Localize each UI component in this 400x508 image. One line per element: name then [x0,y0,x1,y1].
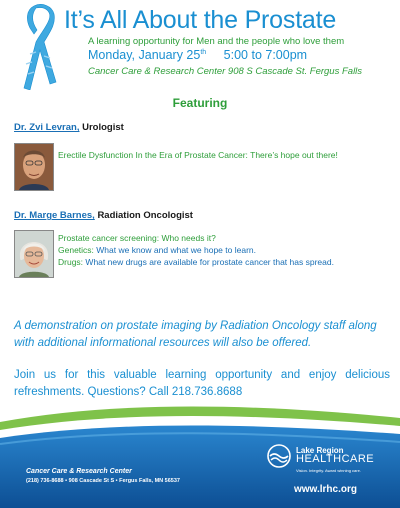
speaker-1-role: Urologist [82,122,124,133]
speaker-2-role: Radiation Oncologist [97,210,193,221]
date-suffix: th [200,48,207,56]
speaker-1-talk-1 [58,149,338,161]
footer-organization: Cancer Care & Research Center [26,468,132,475]
speaker-2-portrait [15,231,53,277]
awareness-ribbon-icon [16,4,60,90]
speaker-2-name[interactable]: Dr. Marge Barnes, [14,210,95,221]
demonstration-note: A demonstration on prostate imaging by Radiation Oncology staff along with additional informational resources will also be offered. [14,320,377,349]
logo-line-1: Lake Region [296,446,344,455]
speaker-1-photo [14,143,54,191]
speaker-2-talk-2 [58,244,256,256]
talk-text: Prostate cancer screening: Who needs it? [58,233,216,243]
logo-wordmark [296,446,374,464]
talk-label: Genetics: [58,245,94,255]
event-date-line [88,48,307,62]
join-invitation: Join us for this valuable learning opportunity and enjoy delicious refreshments. Questions? Call 218.736.8688 [14,369,390,398]
talk-text: What new drugs are available for prostate cancer that has spread. [85,257,334,267]
subtitle: A learning opportunity for Men and the people who love them [88,36,345,47]
event-location: Cancer Care & Research Center 908 S Cascade St. Fergus Falls [88,66,363,77]
event-time: 5:00 to 7:00pm [223,48,308,62]
speaker-1-portrait [15,144,53,190]
website-link[interactable]: www.lrhc.org [294,484,357,495]
event-date: Monday, January 25 [88,48,201,62]
speaker-2-talk-3 [58,256,334,268]
logo-line-2: HEALTHCARE [296,453,375,465]
speaker-2-photo [14,230,54,278]
logo-tagline: Vision. Integrity. Award winning care. [296,468,361,473]
talk-text: Erectile Dysfunction In the Era of Prostate Cancer: There’s hope out there! [58,150,338,160]
speaker-2-heading [14,210,193,221]
talk-text: What we know and what we hope to learn. [96,245,256,255]
speaker-1-name[interactable]: Dr. Zvi Levran, [14,122,80,133]
speaker-2-talk-1 [58,232,216,244]
featuring-heading: Featuring [172,96,228,110]
page-title: It’s All About the Prostate [64,6,337,34]
footer-address: (218) 736-8688 • 908 Cascade St S • Fergus Falls, MN 56537 [26,478,180,484]
lake-region-logo-icon [266,444,292,468]
speaker-1-heading [14,122,124,133]
talk-label: Drugs: [58,257,84,267]
